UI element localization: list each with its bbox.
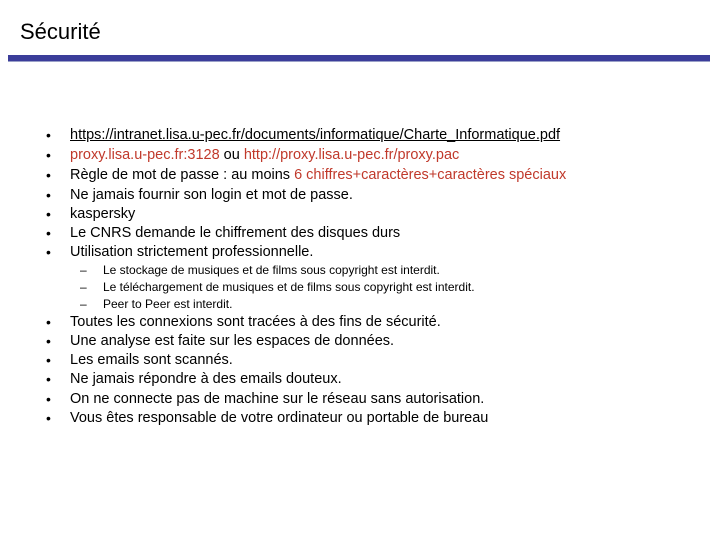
- bullet-icon: •: [46, 206, 51, 222]
- proxy-pac-link[interactable]: http://proxy.lisa.u-pec.fr/proxy.pac: [243, 147, 460, 163]
- bullet-icon: •: [46, 410, 51, 426]
- bullet-text: Vous êtes responsable de votre ordinateur ou portable de bureau: [70, 410, 489, 426]
- bullet-icon: •: [46, 127, 51, 143]
- proxy-or-text: ou: [219, 147, 244, 163]
- bullet-text: Ne jamais fournir son login et mot de passe.: [70, 187, 353, 203]
- bullet-icon: •: [46, 147, 51, 163]
- sub-bullet-text: Le téléchargement de musiques et de films sous copyright est interdit.: [103, 280, 475, 294]
- bullet-text: Ne jamais répondre à des emails douteux.: [70, 371, 342, 387]
- bullet-text: Toutes les connexions sont tracées à des fins de sécurité.: [70, 314, 441, 330]
- password-rule-highlight: 6 chiffres+caractères+caractères spéciaux: [294, 167, 567, 183]
- bullet-text: [70, 165, 566, 185]
- bullet-text: Une analyse est faite sur les espaces de données.: [70, 333, 395, 349]
- password-rule-text: Règle de mot de passe : au moins: [70, 167, 295, 183]
- sub-bullet-text: Peer to Peer est interdit.: [103, 297, 233, 311]
- bullet-text: Utilisation strictement professionnelle.: [70, 244, 314, 260]
- proxy-address: proxy.lisa.u-pec.fr:3128: [70, 147, 220, 163]
- bullet-text: On ne connecte pas de machine sur le réseau sans autorisation.: [70, 391, 485, 407]
- bullet-text: Le CNRS demande le chiffrement des disques durs: [70, 225, 401, 241]
- bullet-icon: •: [46, 244, 51, 260]
- bullet-text: [70, 145, 459, 165]
- bullet-icon: •: [46, 352, 51, 368]
- dash-icon: –: [80, 297, 87, 311]
- charte-informatique-link[interactable]: https://intranet.lisa.u-pec.fr/documents/informatique/Charte_Informatique.pdf: [70, 127, 561, 143]
- bullet-icon: •: [46, 187, 51, 203]
- dash-icon: –: [80, 263, 87, 277]
- bullet-icon: •: [46, 314, 51, 330]
- bullet-icon: •: [46, 333, 51, 349]
- dash-icon: –: [80, 280, 87, 294]
- bullet-icon: •: [46, 371, 51, 387]
- sub-bullet-text: Le stockage de musiques et de films sous copyright est interdit.: [103, 263, 440, 277]
- bullet-icon: •: [46, 391, 51, 407]
- slide-title: Sécurité: [20, 19, 101, 44]
- bullet-icon: •: [46, 167, 51, 183]
- bullet-text: kaspersky: [70, 206, 136, 222]
- bullet-text: Les emails sont scannés.: [70, 352, 233, 368]
- bullet-icon: •: [46, 225, 51, 241]
